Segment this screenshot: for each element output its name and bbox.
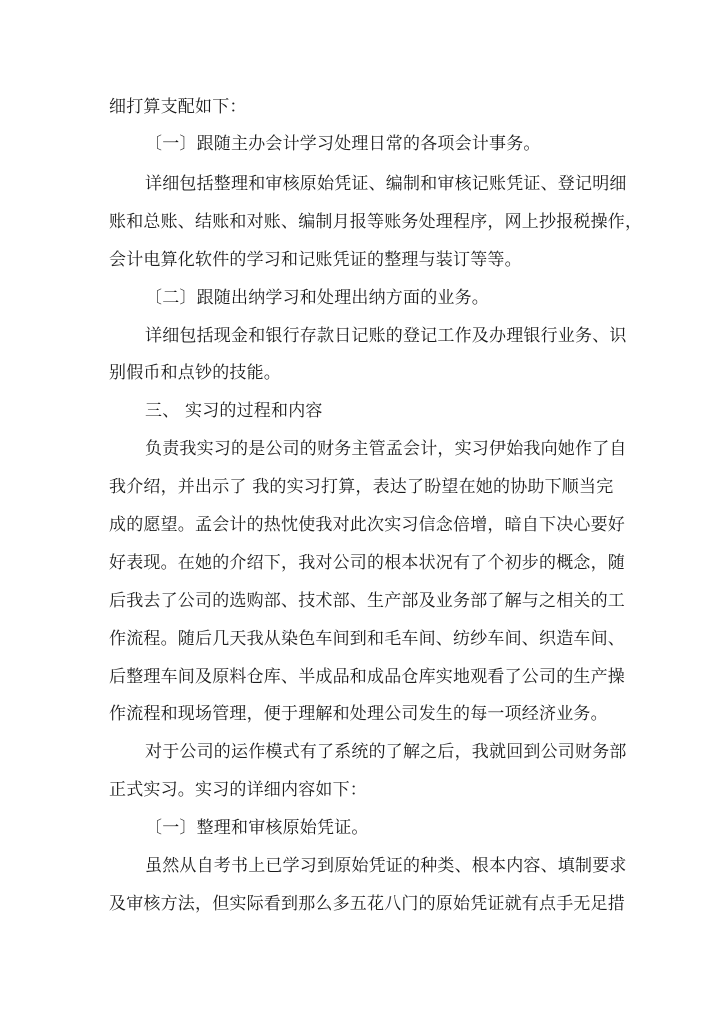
text-line: 会计电算化软件的学习和记账凭证的整理与装订等等。: [109, 250, 522, 270]
text-line: 作流程和现场管理，便于理解和处理公司发生的每一项经济业务。: [109, 704, 608, 724]
text-line: 后我去了公司的选购部、技术部、生产部及业务部了解与之相关的工: [109, 591, 625, 611]
section-heading: 〔一〕跟随主办会计学习处理日常的各项会计事务。: [145, 134, 541, 154]
section-heading: 〔二〕跟随出纳学习和处理出纳方面的业务。: [145, 288, 489, 308]
text-line: 作流程。随后几天我从染色车间到和毛车间、纺纱车间、织造车间、: [109, 629, 625, 649]
text-line: 虽然从自考书上已学习到原始凭证的种类、根本内容、填制要求: [145, 856, 627, 876]
section-heading: 三、 实习的过程和内容: [145, 401, 323, 421]
text-line: 细打算支配如下：: [109, 97, 247, 117]
text-line: 我介绍，并出示了 我的实习打算，表达了盼望在她的协助下顺当完: [109, 477, 614, 497]
text-line: 别假币和点钞的技能。: [109, 363, 281, 383]
section-heading: 〔一〕整理和审核原始凭证。: [145, 818, 369, 838]
text-line: 及审核方法，但实际看到那么多五花八门的原始凭证就有点手无足措: [109, 894, 625, 914]
text-line: 负责我实习的是公司的财务主管孟会计，实习伊始我向她作了自: [145, 439, 627, 459]
text-line: 好表现。在她的介绍下，我对公司的根本状况有了个初步的概念，随: [109, 553, 625, 573]
text-line: 账和总账、结账和对账、编制月报等账务处理程序，网上抄报税操作，: [109, 212, 643, 232]
text-line: 详细包括整理和审核原始凭证、编制和审核记账凭证、登记明细: [145, 174, 627, 194]
text-line: 对于公司的运作模式有了系统的了解之后，我就回到公司财务部: [145, 742, 627, 762]
text-line: 后整理车间及原料仓库、半成品和成品仓库实地观看了公司的生产操: [109, 667, 625, 687]
text-line: 详细包括现金和银行存款日记账的登记工作及办理银行业务、识: [145, 326, 627, 346]
text-line: 正式实习。实习的详细内容如下：: [109, 780, 367, 800]
text-line: 成的愿望。孟会计的热忱使我对此次实习信念倍增，暗自下决心要好: [109, 515, 625, 535]
